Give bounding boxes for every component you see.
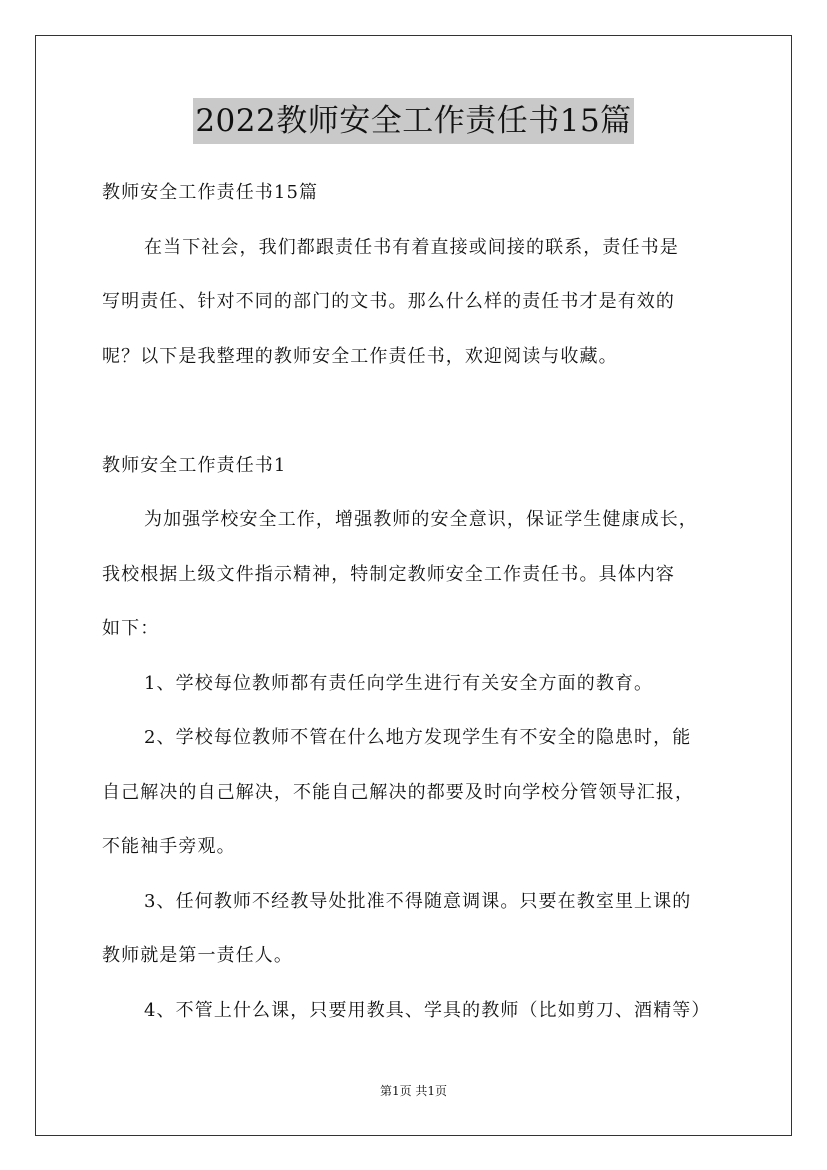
list-item-line: 4、不管上什么课，只要用教具、学具的教师（比如剪刀、酒精等） (144, 1000, 711, 1021)
paragraph-line: 写明责任、针对不同的部门的文书。那么什么样的责任书才是有效的 (102, 291, 675, 312)
section-heading: 教师安全工作责任书1 (102, 455, 287, 476)
list-item-line: 教师就是第一责任人。 (102, 945, 293, 966)
list-item-line: 自己解决的自己解决，不能自己解决的都要及时向学校分管领导汇报， (102, 782, 695, 803)
document-title: 2022教师安全工作责任书15篇 (193, 98, 633, 144)
paragraph-line: 我校根据上级文件指示精神，特制定教师安全工作责任书。具体内容 (102, 564, 675, 585)
list-item-line: 2、学校每位教师不管在什么地方发现学生有不安全的隐患时，能 (144, 727, 692, 748)
subtitle-line: 教师安全工作责任书15篇 (102, 182, 319, 203)
list-item-line: 1、学校每位教师都有责任向学生进行有关安全方面的教育。 (144, 673, 654, 694)
page-footer: 第1页 共1页 (379, 1084, 448, 1098)
paragraph-line: 呢？以下是我整理的教师安全工作责任书，欢迎阅读与收藏。 (102, 346, 618, 367)
document-title-block (0, 98, 827, 149)
paragraph-line: 如下： (102, 618, 160, 639)
paragraph-line: 在当下社会，我们都跟责任书有着直接或间接的联系，责任书是 (144, 237, 679, 258)
list-item-line: 3、任何教师不经教导处批准不得随意调课。只要在教室里上课的 (144, 891, 692, 912)
paragraph-line: 为加强学校安全工作，增强教师的安全意识，保证学生健康成长， (144, 509, 698, 530)
list-item-line: 不能袖手旁观。 (102, 836, 236, 857)
